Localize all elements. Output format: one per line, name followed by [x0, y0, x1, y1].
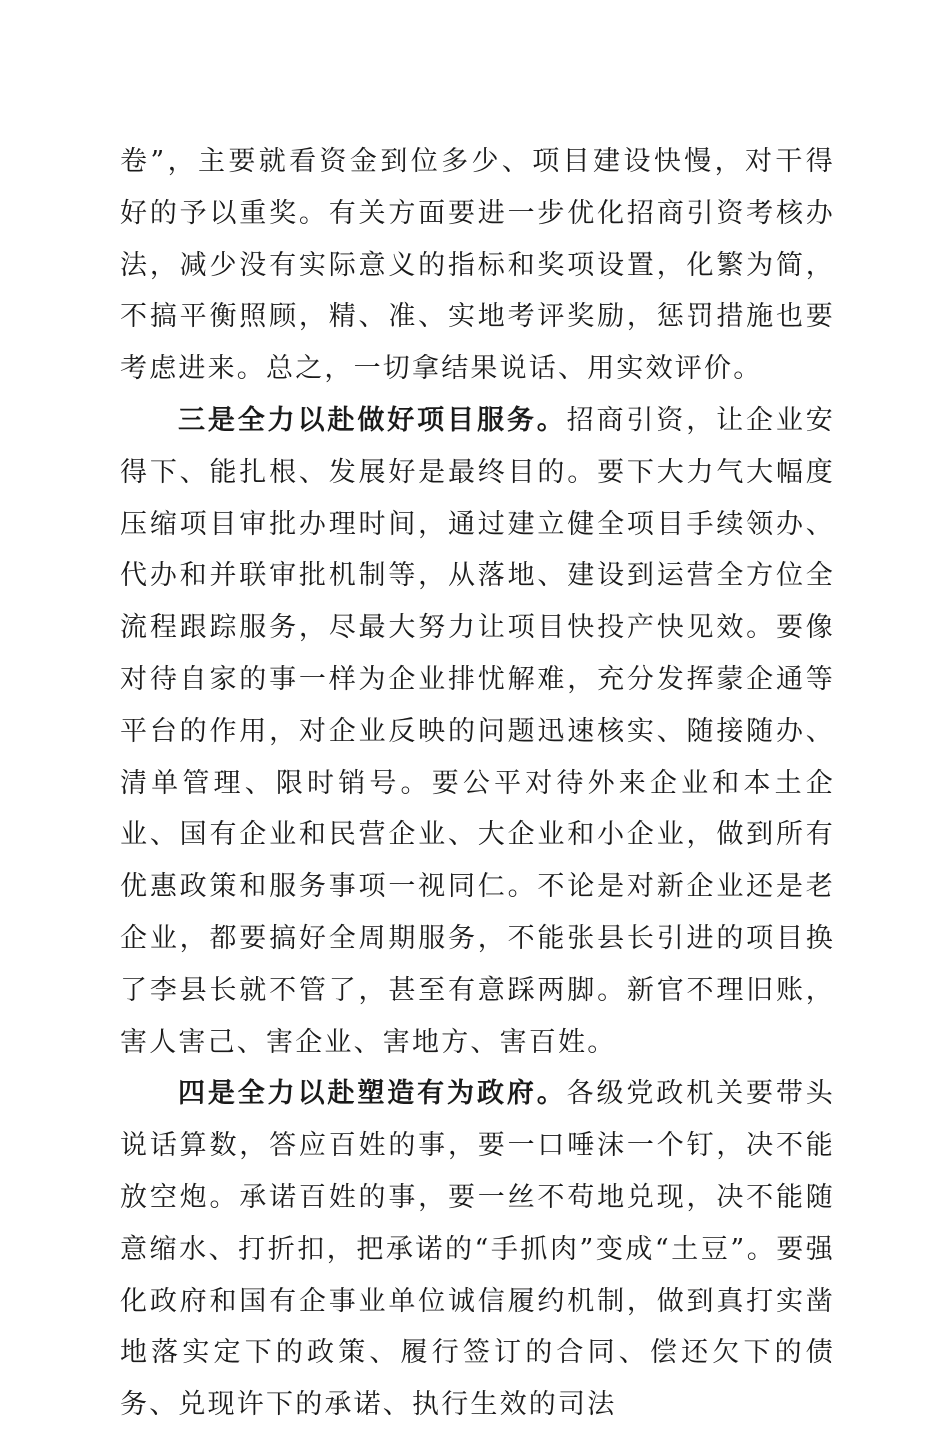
document-page — [120, 136, 835, 1431]
paragraph-3-text: 各级党政机关要带头说话算数，答应百姓的事，要一口唾沫一个钉，决不能放空炮。承诺百姓的事，要一丝不苟地兑现，决不能随意缩水、打折扣，把承诺的“手抓肉”变成“土豆”。要强化政府和国有企事业单位诚信履约机制，做到真打实凿地落实定下的政策、履行签订的合同、偿还欠下的债务、兑现许下的承诺、执行生效的司法 — [120, 1078, 835, 1421]
paragraph-3-lead: 四是全力以赴塑造有为政府。 — [178, 1078, 567, 1110]
paragraph-3 — [120, 1068, 835, 1431]
paragraph-1 — [120, 136, 835, 395]
paragraph-1-text: 卷”，主要就看资金到位多少、项目建设快慢，对干得好的予以重奖。有关方面要进一步优化招商引资考核办法，减少没有实际意义的指标和奖项设置，化繁为简，不搞平衡照顾，精、准、实地考评奖励，惩罚措施也要考虑进来。总之，一切拿结果说话、用实效评价。 — [120, 146, 835, 385]
paragraph-2-text: 招商引资，让企业安得下、能扎根、发展好是最终目的。要下大力气大幅度压缩项目审批办理时间，通过建立健全项目手续领办、代办和并联审批机制等，从落地、建设到运营全方位全流程跟踪服务，尽最大努力让项目快投产快见效。要像对待自家的事一样为企业排忧解难，充分发挥蒙企通等平台的作用，对企业反映的问题迅速核实、随接随办、清单管理、限时销号。要公平对待外来企业和本土企业、国有企业和民营企业、大企业和小企业，做到所有优惠政策和服务事项一视同仁。不论是对新企业还是老企业，都要搞好全周期服务，不能张县长引进的项目换了李县长就不管了，甚至有意踩两脚。新官不理旧账，害人害己、害企业、害地方、害百姓。 — [120, 404, 835, 1058]
paragraph-2-lead: 三是全力以赴做好项目服务。 — [178, 404, 567, 436]
paragraph-2 — [120, 395, 835, 1068]
